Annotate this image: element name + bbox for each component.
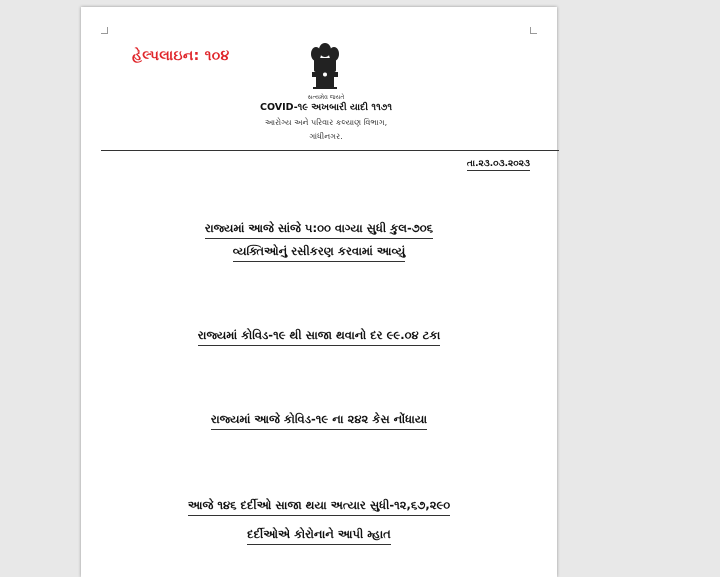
- emblem-motto: સત્યમેવ જયતે: [307, 94, 345, 101]
- press-release-header: [231, 102, 421, 142]
- release-date: તા.૨૩.૦૩.૨૦૨૩: [466, 159, 530, 169]
- press-release-title: COVID-૧૯ અખબારી યાદી ૧૧૭૧: [259, 102, 392, 113]
- city-name: ગાંધીનગર.: [309, 132, 343, 141]
- crop-mark-top-left: [101, 27, 108, 34]
- headline-vaccination-line2: વ્યક્તિઓનું રસીકરણ કરવામાં આવ્યું: [81, 244, 557, 262]
- header-divider: [101, 150, 559, 151]
- headline-recovered-line1: આજે ૧૪૬ દર્દીઓ સાજા થયા અત્યાર સુધી-૧૨,૬૭,૨૯૦: [81, 498, 557, 516]
- crop-mark-top-right: [530, 27, 537, 34]
- headline-new-cases: રાજ્યમાં આજે કોવિડ-૧૯ ના ૨૪૨ કેસ નોંધાયા: [81, 412, 557, 430]
- headline-recovered-line2: દર્દીઓએ કોરોનાને આપી મ્હાત: [81, 527, 557, 545]
- headline-vaccination-line1: રાજ્યમાં આજે સાંજે ૫:૦૦ વાગ્યા સુધી કુલ-૭૦૬: [81, 221, 557, 239]
- headline-recovery-rate: રાજ્યમાં કોવિડ-૧૯ થી સાજા થવાનો દર ૯૯.૦૪ ટકા: [81, 328, 557, 346]
- department-name: આરોગ્ય અને પરિવાર કલ્યાણ વિભાગ,: [264, 118, 388, 127]
- document-page: [81, 7, 557, 577]
- national-emblem-icon: [307, 40, 343, 95]
- helpline-text: હેલ્પલાઇન: ૧૦૪: [132, 48, 230, 64]
